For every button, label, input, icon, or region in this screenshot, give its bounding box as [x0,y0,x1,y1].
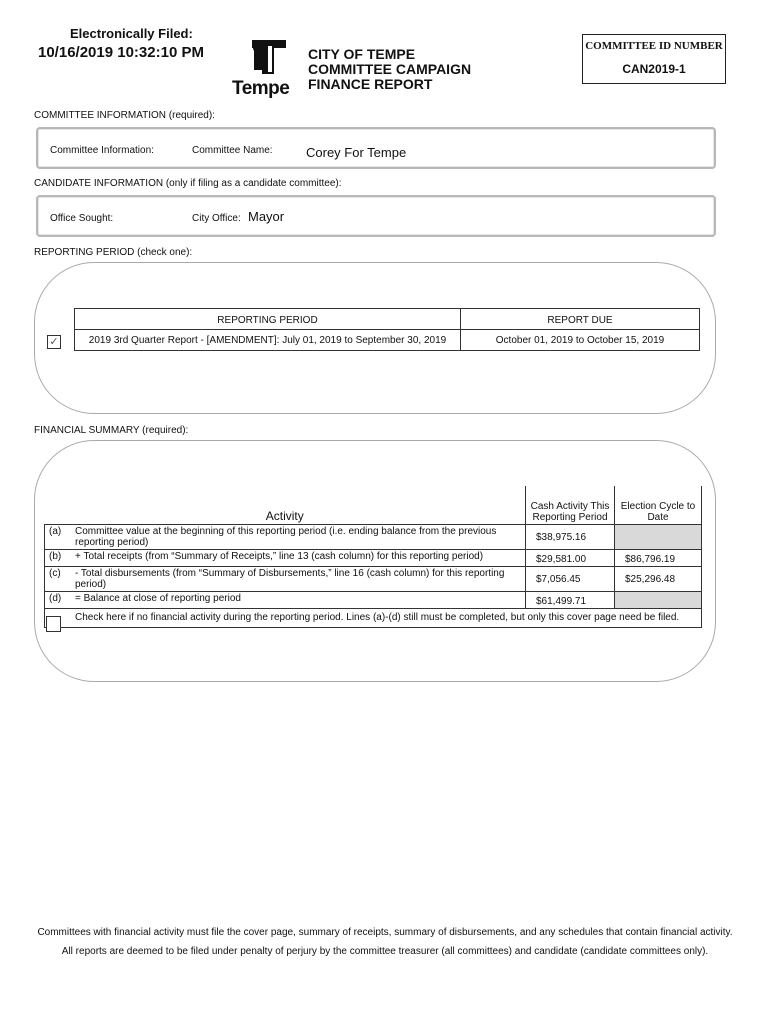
row-cycle-value [615,592,702,609]
reporting-period-checkbox[interactable]: ✓ [47,335,61,349]
committee-id-box [582,34,726,84]
row-cycle-value: $86,796.19 [615,550,702,567]
row-cash-value: $7,056.45 [526,567,615,592]
filed-label: Electronically Filed: [70,26,193,41]
no-activity-text: Check here if no financial activity during the reporting period. Lines (a)-(d) still must be completed, but only this cover page need be filed. [71,609,702,628]
row-cycle-value [615,525,702,550]
committee-info-label: Committee Information: [50,145,154,156]
col-activity: Activity [265,509,304,523]
city-office-label: City Office: [192,213,241,224]
table-row [45,525,702,550]
row-description: - Total disbursements (from “Summary of Disbursements,” line 16 (cash column) for this reporting period) [71,567,526,592]
row-cash-value: $29,581.00 [526,550,615,567]
col-reporting-period: REPORTING PERIOD [75,309,461,330]
no-activity-row [45,609,702,628]
no-activity-checkbox[interactable] [46,616,61,632]
report-title [308,47,471,92]
table-row [45,567,702,592]
title-line-2: COMMITTEE CAMPAIGN [308,61,472,77]
reporting-period-table [74,308,700,351]
candidate-info-panel [36,195,716,237]
table-row [45,592,702,609]
candidate-section-label: CANDIDATE INFORMATION (only if filing as a candidate committee): [34,178,342,189]
row-description: Committee value at the beginning of this reporting period (i.e. ending balance from the previous reporting period) [71,525,526,550]
office-sought-label: Office Sought: [50,213,114,224]
report-due-value: October 01, 2019 to October 15, 2019 [461,330,700,351]
table-row [45,550,702,567]
committee-name-label: Committee Name: [192,145,273,156]
row-description: + Total receipts (from “Summary of Receipts,” line 13 (cash column) for this reporting period) [71,550,526,567]
reporting-section-label: REPORTING PERIOD (check one): [34,247,193,258]
row-cash-value: $61,499.71 [526,592,615,609]
reporting-period-value: 2019 3rd Quarter Report - [AMENDMENT]: July 01, 2019 to September 30, 2019 [75,330,461,351]
row-cycle-value: $25,296.48 [615,567,702,592]
financial-summary-table [44,486,702,628]
committee-info-panel [36,127,716,169]
row-description: = Balance at close of reporting period [71,592,526,609]
col-report-due: REPORT DUE [461,309,700,330]
row-letter: (a) [45,525,72,550]
row-cash-value: $38,975.16 [526,525,615,550]
committee-section-label: COMMITTEE INFORMATION (required): [34,110,215,121]
title-line-1: CITY OF TEMPE [308,46,416,62]
row-letter: (d) [45,592,72,609]
committee-id-label: COMMITTEE ID NUMBER [585,40,723,52]
col-election-cycle: Election Cycle to Date [615,486,702,525]
row-letter: (c) [45,567,72,592]
row-letter: (b) [45,550,72,567]
footer-line-2: All reports are deemed to be filed under penalty of perjury by the committee treasurer (all committees) and candidate (candidate committees only). [61,946,709,957]
footer-line-1: Committees with financial activity must file the cover page, summary of receipts, summary of disbursements, and any schedules that contain financial activity. [37,927,733,938]
committee-id-value: CAN2019-1 [622,62,686,76]
col-cash-activity: Cash Activity This Reporting Period [526,486,615,525]
committee-name-value: Corey For Tempe [306,145,407,160]
filed-datetime: 10/16/2019 10:32:10 PM [38,44,204,61]
city-office-value: Mayor [248,209,285,224]
logo-wordmark: Tempe [232,78,290,99]
title-line-3: FINANCE REPORT [308,76,433,92]
financial-section-label: FINANCIAL SUMMARY (required): [34,425,189,436]
